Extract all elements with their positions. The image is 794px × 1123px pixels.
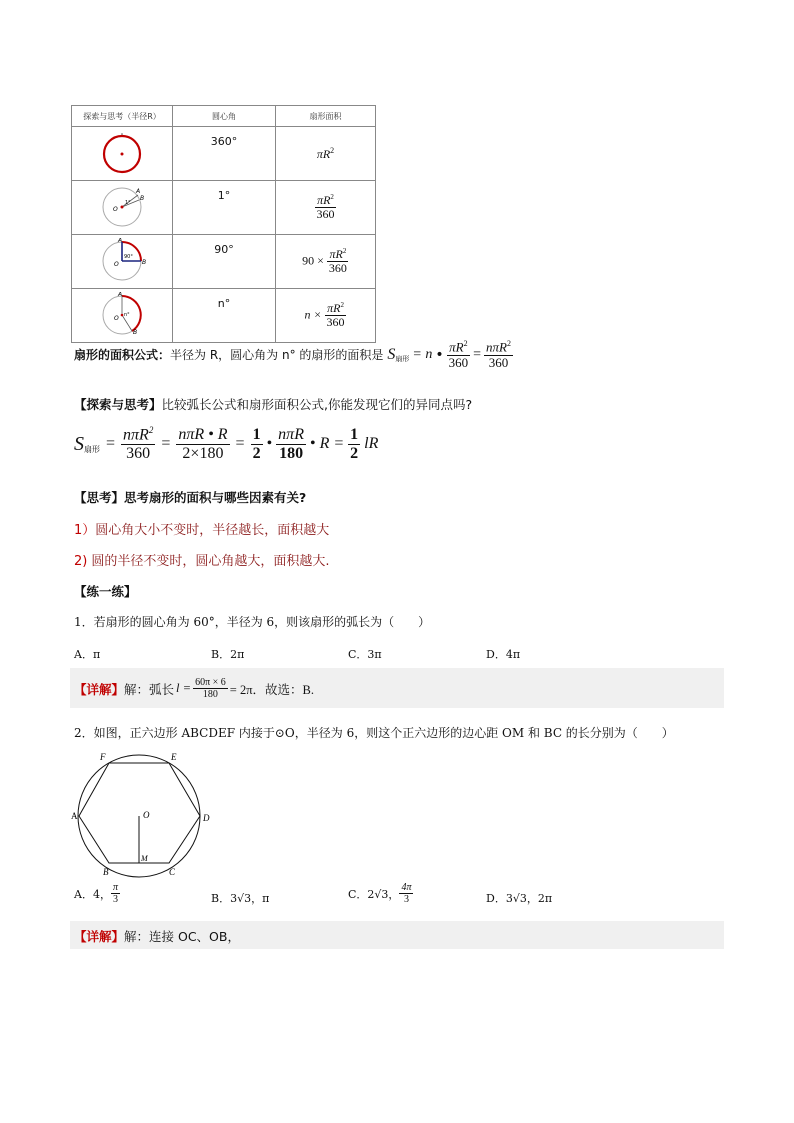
q2-option-d: D．3√3，2π bbox=[486, 892, 553, 905]
svg-text:E: E bbox=[171, 752, 177, 762]
question-2: 2．如图，正六边形 ABCDEF 内接于⊙O，半径为 6，则这个正六边形的边心距 OM 和 BC 的长分别为（ ） bbox=[74, 726, 674, 740]
svg-text:F: F bbox=[100, 752, 106, 762]
table-row bbox=[72, 289, 376, 343]
svg-text:B: B bbox=[140, 195, 145, 202]
q2-option-a: A．4， $\frac{\pi}{3}$ bbox=[74, 882, 118, 905]
practice-heading: 【练一练】 bbox=[74, 584, 137, 599]
explore-table bbox=[71, 105, 376, 343]
svg-text:90°: 90° bbox=[124, 254, 133, 260]
full-circle-diagram bbox=[92, 130, 152, 174]
angle-cell: 90° bbox=[173, 235, 276, 289]
derivation-formula: S $_{扇形}$ = $\frac{n\pi R^2}{360}$ = $\frac{\text{nπR • R}}{2\times 180}$ = $\frac{1}{2}$ • $\frac{\text{nπR}}{180}$ • R = $\frac{1}{2}$ lR bbox=[74, 425, 379, 462]
svg-text:1°: 1° bbox=[125, 200, 131, 206]
svg-text:M: M bbox=[141, 854, 148, 863]
svg-text:A: A bbox=[118, 292, 123, 298]
angle-cell: 1° bbox=[173, 181, 276, 235]
table-row bbox=[72, 127, 376, 181]
table-header: 圆心角 bbox=[173, 106, 276, 127]
table-header: 扇形面积 bbox=[276, 106, 376, 127]
table-header: 探索与思考（半径R） bbox=[72, 106, 173, 127]
ninety-degree-diagram bbox=[92, 238, 152, 282]
svg-text:B: B bbox=[142, 259, 147, 266]
explore-question: 【探索与思考】比较弧长公式和扇形面积公式,你能发现它们的异同点吗? bbox=[74, 397, 473, 412]
area-cell: 90 × $\frac{\pi R^2}{360}$ bbox=[276, 235, 376, 289]
svg-text:A: A bbox=[71, 811, 78, 821]
answer-1-box: 【详解】 解：弧长 l = $\frac{60\pi \times 6}{180}$ = 2π．故选：B. bbox=[70, 668, 724, 708]
q1-option-b: B．2π bbox=[211, 648, 245, 661]
think-item-1: 1）圆心角大小不变时，半径越长，面积越大 bbox=[74, 523, 330, 538]
svg-text:O: O bbox=[114, 315, 119, 322]
table-header-row bbox=[72, 106, 376, 127]
area-cell: $\frac{\pi R^2}{360}$ bbox=[276, 181, 376, 235]
table-row bbox=[72, 181, 376, 235]
area-cell: n × $\frac{\pi R^2}{360}$ bbox=[276, 289, 376, 343]
angle-cell: n° bbox=[173, 289, 276, 343]
hexagon-diagram bbox=[70, 748, 220, 880]
svg-text:C: C bbox=[169, 867, 176, 877]
table-row bbox=[72, 235, 376, 289]
q1-option-d: D．4π bbox=[486, 648, 521, 661]
q2-option-c: C．2√3， $\frac{4\pi}{3}$ bbox=[348, 882, 412, 905]
q1-option-a: A．π bbox=[74, 648, 101, 661]
think-heading: 【思考】思考扇形的面积与哪些因素有关? bbox=[74, 490, 307, 505]
q1-option-c: C．3π bbox=[348, 648, 382, 661]
svg-text:O: O bbox=[143, 810, 150, 820]
answer-2-box: 【详解】解：连接 OC、OB， bbox=[70, 921, 724, 949]
svg-text:n°: n° bbox=[124, 312, 130, 318]
area-cell: $\pi R^2$ bbox=[276, 127, 376, 181]
svg-text:O: O bbox=[114, 261, 119, 268]
one-degree-diagram bbox=[92, 184, 152, 228]
svg-text:B: B bbox=[133, 329, 138, 336]
svg-text:B: B bbox=[103, 867, 109, 877]
angle-cell: 360° bbox=[173, 127, 276, 181]
area-formula-line: 扇形的面积公式： 半径为 R，圆心角为 n° 的扇形的面积是 S $_{扇形}$ = n • $\frac{\pi R^2}{360}$ = $\frac{n\pi R^2}{360}$ bbox=[74, 339, 511, 370]
svg-text:O: O bbox=[113, 206, 118, 213]
think-item-2: 2) 圆的半径不变时，圆心角越大，面积越大. bbox=[74, 554, 330, 569]
question-1: 1．若扇形的圆心角为 60°，半径为 6，则该扇形的弧长为（ ） bbox=[74, 615, 431, 629]
n-degree-diagram bbox=[92, 292, 152, 336]
svg-text:A: A bbox=[118, 238, 123, 244]
q2-option-b: B．3√3，π bbox=[211, 892, 270, 905]
svg-text:D: D bbox=[203, 813, 210, 823]
svg-text:A: A bbox=[136, 188, 141, 195]
